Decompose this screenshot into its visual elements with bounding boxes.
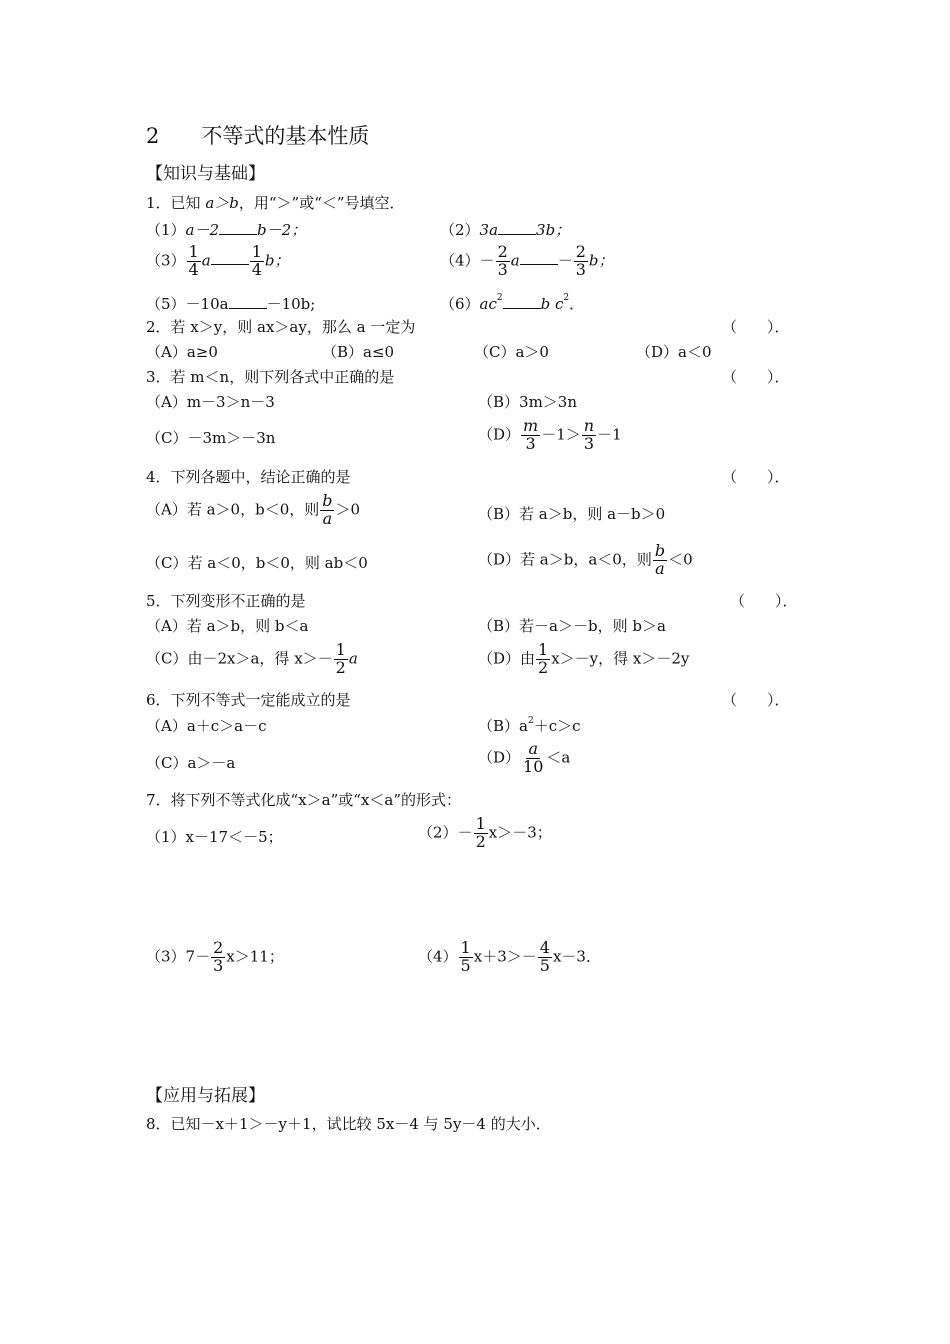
- answer-paren: （ ）．: [722, 318, 790, 336]
- q6-option-d: （D） $\frac{a}{10}$ ＜a: [478, 739, 571, 776]
- fraction: $\frac{m}{3}$: [523, 416, 539, 453]
- answer-paren: （ ）．: [730, 592, 798, 610]
- q3-option-d: （D） $\frac{m}{3}$ －1＞ $\frac{n}{3}$ －1: [478, 416, 622, 453]
- fraction: $\frac{1}{5}$: [460, 938, 471, 975]
- answer-blank[interactable]: [498, 222, 536, 235]
- q1-part-3: （3） $\frac{1}{4}$ a $\frac{1}{4}$ b；: [146, 242, 290, 279]
- question-8-stem: 8．已知－x＋1＞－y＋1，试比较 5x－4 与 5y－4 的大小．: [146, 1115, 551, 1133]
- question-7-stem: 7．将下列不等式化成“x＞a”或“x＜a”的形式：: [146, 791, 462, 809]
- question-5-stem: 5．下列变形不正确的是: [146, 592, 306, 610]
- fraction: $\frac{1}{2}$: [335, 640, 346, 677]
- q3-option-b: （B）3m＞3n: [478, 393, 577, 411]
- answer-paren: （ ）．: [722, 691, 790, 709]
- q1-part-4: （4）－ $\frac{2}{3}$ a － $\frac{2}{3}$ b；: [440, 242, 614, 279]
- fraction: $\frac{b}{a}$: [322, 491, 333, 528]
- fraction: $\frac{1}{2}$: [538, 640, 549, 677]
- fraction: $\frac{b}{a}$: [654, 541, 666, 578]
- q5-option-a: （A）若 a＞b，则 b＜a: [146, 617, 309, 635]
- page-title: 2 不等式的基本性质: [146, 124, 370, 148]
- q7-part-4: （4） $\frac{1}{5}$ x＋3＞－ $\frac{4}{5}$ x－3．: [418, 938, 601, 975]
- q7-part-2: （2）－ $\frac{1}{2}$ x＞－3；: [418, 814, 552, 851]
- question-2-stem: 2．若 x＞y，则 ax＞ay，那么 a 一定为: [146, 318, 416, 336]
- answer-blank[interactable]: [229, 296, 267, 309]
- q1-part-6: $(6)ac^2$ b $c^2$．: [440, 293, 585, 313]
- q2-option-a: （A）a≥0: [146, 343, 218, 361]
- q2-option-d: （D）a＜0: [636, 343, 712, 361]
- q7-part-1: （1）x－17＜－5；: [146, 828, 283, 846]
- fraction: $\frac{a}{10}$: [523, 739, 544, 776]
- q2-option-c: （C）a＞0: [474, 343, 549, 361]
- fraction: $\frac{2}{3}$: [575, 242, 586, 279]
- answer-blank[interactable]: [219, 222, 257, 235]
- answer-blank[interactable]: [520, 252, 558, 265]
- fraction: $\frac{1}{4}$: [188, 242, 199, 279]
- q5-option-b: （B）若－a＞－b，则 b＞a: [478, 617, 666, 635]
- fraction: $\frac{n}{3}$: [583, 416, 595, 453]
- question-3-stem: 3．若 m＜n，则下列各式中正确的是: [146, 368, 395, 386]
- q6-option-a: （A）a＋c＞a－c: [146, 717, 267, 735]
- fraction: $\frac{2}{3}$: [213, 938, 224, 975]
- q1-part-5: （5）－10a －10b;: [146, 295, 316, 313]
- fraction: $\frac{4}{5}$: [539, 938, 550, 975]
- q1-part-1: （1）a－2 b－2；: [146, 221, 307, 239]
- section-heading-application: 【应用与拓展】: [146, 1086, 265, 1106]
- question-1-stem: 1．已知 a＞b，用“＞”或“＜”号填空．: [146, 194, 405, 212]
- q3-option-a: （A）m－3＞n－3: [146, 393, 275, 411]
- q6-option-b: $(B)a^2+c>c$: [478, 716, 581, 735]
- fraction: $\frac{1}{4}$: [251, 242, 262, 279]
- q2-option-b: （B）a≤0: [322, 343, 395, 361]
- question-6-stem: 6．下列不等式一定能成立的是: [146, 691, 351, 709]
- q5-option-c: （C）由－2x＞a，得 x＞－ $\frac{1}{2}$ a: [146, 640, 358, 677]
- q5-option-d: （D）由 $\frac{1}{2}$ x＞－y，得 x＞－2y: [478, 640, 690, 677]
- q7-part-3: （3）7－ $\frac{2}{3}$ x＞11；: [146, 938, 284, 975]
- fraction: $\frac{2}{3}$: [497, 242, 508, 279]
- q3-option-c: （C）－3m＞－3n: [146, 429, 276, 447]
- q4-option-b: （B）若 a＞b，则 a－b＞0: [478, 505, 666, 523]
- answer-blank[interactable]: [211, 252, 249, 265]
- section-heading-basics: 【知识与基础】: [146, 164, 265, 184]
- answer-blank[interactable]: [503, 296, 541, 309]
- question-4-stem: 4．下列各题中，结论正确的是: [146, 468, 351, 486]
- q6-option-c: （C）a＞－a: [146, 754, 236, 772]
- q4-option-c: （C）若 a＜0，b＜0，则 ab＜0: [146, 554, 368, 572]
- q1-part-2: （2）3a 3b；: [440, 221, 571, 239]
- q4-option-d: （D）若 a＞b，a＜0，则 $\frac{b}{a}$ ＜0: [478, 541, 693, 578]
- answer-paren: （ ）．: [722, 468, 790, 486]
- answer-paren: （ ）．: [722, 368, 790, 386]
- fraction: $\frac{1}{2}$: [475, 814, 486, 851]
- q4-option-a: （A）若 a＞0，b＜0，则 $\frac{b}{a}$ ＞0: [146, 491, 361, 528]
